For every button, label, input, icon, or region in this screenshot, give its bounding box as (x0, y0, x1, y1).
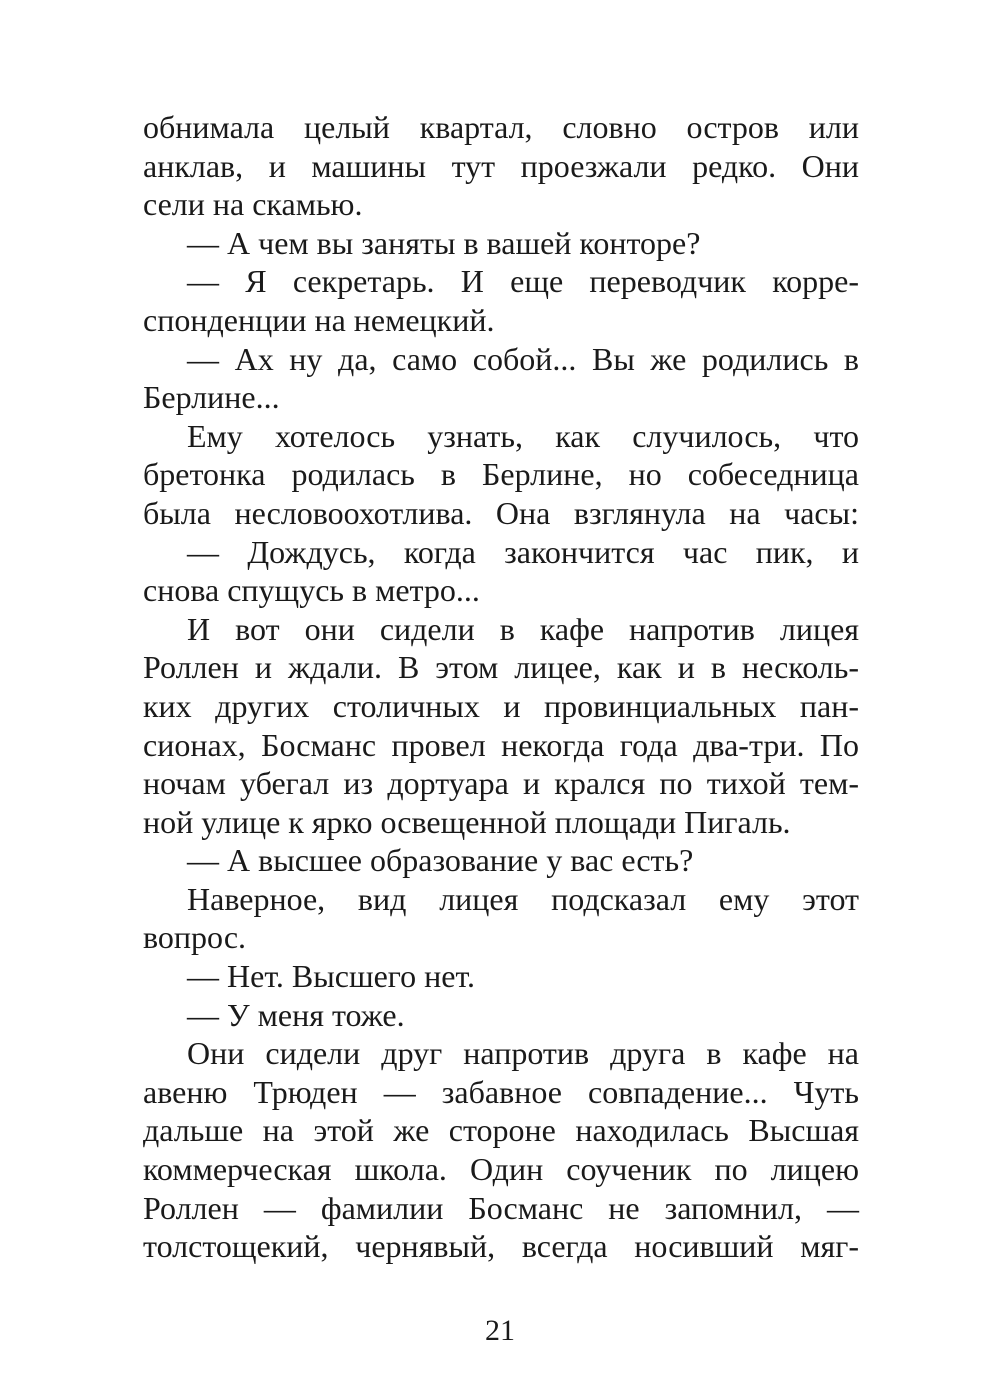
text-line: авеню Трюден — забавное совпадение... Чуть (143, 1073, 859, 1110)
text-line: вопрос. (143, 919, 247, 956)
text-line: — Нет. Высшего нет. (187, 958, 476, 995)
text-line: — А чем вы заняты в вашей конторе? (187, 224, 701, 261)
text-line: Берлине... (143, 379, 280, 416)
text-line: — Дождусь, когда закончится час пик, и (187, 533, 859, 570)
body-text (143, 108, 859, 1266)
text-line: коммерческая школа. Один соученик по лицею (143, 1151, 859, 1188)
text-line: обнимала целый квартал, словно остров или (143, 109, 859, 145)
text-line: Ему хотелось узнать, как случилось, что (187, 417, 859, 454)
text-line: спонденции на немецкий. (143, 301, 495, 338)
text-line: толстощекий, чернявый, всегда носивший мяг- (143, 1228, 859, 1265)
text-line: снова спущусь в метро... (143, 572, 480, 609)
text-line: ночам убегал из дортуара и крался по тихой тем- (143, 765, 859, 802)
text-line: сели на скамью. (143, 186, 363, 223)
text-line: Они сидели друг напротив друга в кафе на (187, 1035, 859, 1072)
text-line: Роллен — фамилии Босманс не запомнил, — (143, 1189, 859, 1226)
text-line: дальше на этой же стороне находилась Высшая (143, 1112, 859, 1149)
text-line: — А высшее образование у вас есть? (187, 842, 694, 879)
text-line: Роллен и ждали. В этом лицее, как и в несколь- (143, 649, 859, 686)
text-line: ких других столичных и провинциальных пан- (143, 687, 859, 724)
text-line: бретонка родилась в Берлине, но собеседница (143, 456, 859, 493)
page-number: 21 (485, 1314, 515, 1347)
text-line: анклав, и машины тут проезжали редко. Они (143, 147, 859, 184)
text-line: Наверное, вид лицея подсказал ему этот (187, 880, 859, 917)
text-line: ной улице к ярко освещенной площади Пигаль. (143, 803, 791, 840)
text-line: сионах, Босманс провел некогда года два-три. По (143, 726, 859, 763)
text-line: была несловоохотлива. Она взглянула на часы: (143, 494, 859, 531)
text-line: — У меня тоже. (187, 996, 405, 1033)
text-line: И вот они сидели в кафе напротив лицея (187, 610, 859, 647)
text-line: — Ах ну да, само собой... Вы же родились в (187, 340, 859, 377)
text-line: — Я секретарь. И еще переводчик корре- (187, 263, 859, 300)
